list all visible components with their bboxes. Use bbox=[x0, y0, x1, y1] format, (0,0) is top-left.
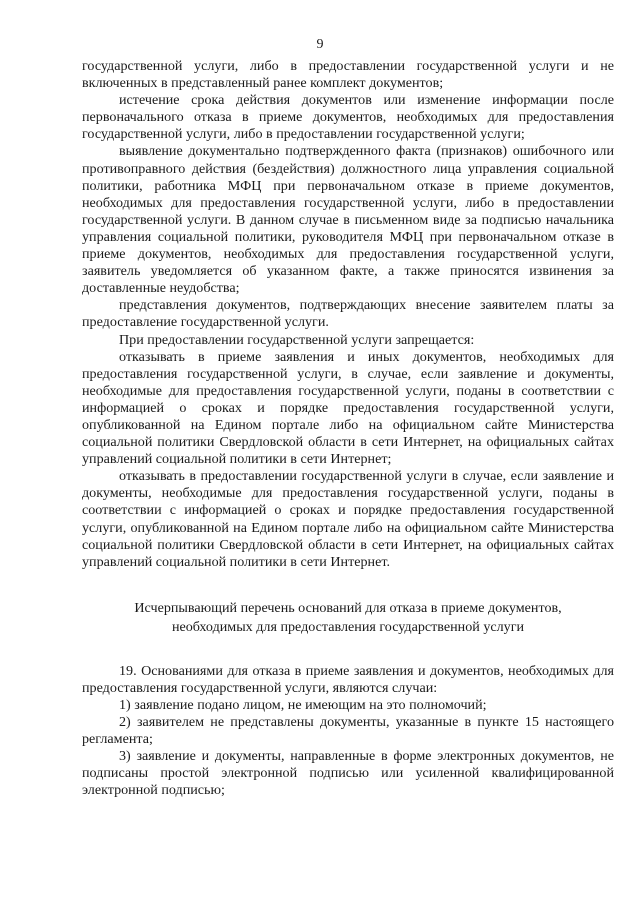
paragraph-continuation: государственной услуги, либо в предоставлении государственной услуги и не включенных в представленный ранее комплект документов; bbox=[82, 58, 614, 92]
page-number: 9 bbox=[316, 37, 324, 52]
paragraph-payment-docs: представления документов, подтверждающих внесение заявителем платы за предоставление государственной услуги. bbox=[82, 297, 614, 331]
list-item: 1) заявление подано лицом, не имеющим на это полномочий; bbox=[119, 697, 487, 713]
section-heading-line-2: необходимых для предоставления государственной услуги bbox=[171, 618, 525, 635]
section-19-intro: 19. Основаниями для отказа в приеме заявления и документов, необходимых для предоставления государственной услуги, являются случаи: bbox=[82, 662, 614, 696]
paragraph-refuse-acceptance: отказывать в приеме заявления и иных документов, необходимых для предоставления государственной услуги, в случае, если заявление и документы, необходимые для предоставления государственной услуги, поданы в соответствии с информацией о сроках и порядке предоставления государственной услуги, опубликованной на Едином портале либо на официальном сайте Министерства социальной политики Свердловской области в сети Интернет, на официальных сайтах управлений социальной политики в сети Интернет; bbox=[82, 348, 614, 468]
section-heading-line-1: Исчерпывающий перечень оснований для отказа в приеме документов, bbox=[134, 599, 562, 616]
document-body bbox=[82, 58, 614, 800]
paragraph-expiry: истечение срока действия документов или изменение информации после первоначального отказа в приеме документов, необходимых для предоставления государственной услуги, либо в предоставлении государственной услуги; bbox=[82, 92, 614, 143]
paragraph-refuse-service: отказывать в предоставлении государственной услуги в случае, если заявление и документы, необходимые для предоставления государственной услуги, поданы в соответствии с информацией о сроках и порядке предоставления государственной услуги, опубликованной на Едином портале либо на официальном сайте Министерства социальной политики Свердловской области в сети Интернет, на официальных сайтах управлений социальной политики в сети Интернет. bbox=[82, 468, 614, 570]
paragraph-error-detection: выявление документально подтвержденного факта (признаков) ошибочного или противоправного действия (бездействия) должностного лица управления социальной политики, работника МФЦ при первоначальном отказе в приеме документов, необходимых для предоставления государственной услуги, либо в предоставлении государственной услуги. В данном случае в письменном виде за подписью начальника управления социальной политики, руководителя МФЦ при первоначальном отказе в приеме документов, необходимых для предоставления государственной услуги, заявитель уведомляется об указанном факте, а также приносятся извинения за доставленные неудобства; bbox=[82, 143, 614, 297]
section-heading bbox=[82, 599, 614, 637]
list-item: 3) заявление и документы, направленные в форме электронных документов, не подписаны простой электронной подписью или усиленной квалифицированной электронной подписью; bbox=[82, 748, 614, 799]
list-item: 2) заявителем не представлены документы, указанные в пункте 15 настоящего регламента; bbox=[82, 714, 614, 748]
paragraph-prohibited-intro: При предоставлении государственной услуги запрещается: bbox=[119, 331, 475, 348]
